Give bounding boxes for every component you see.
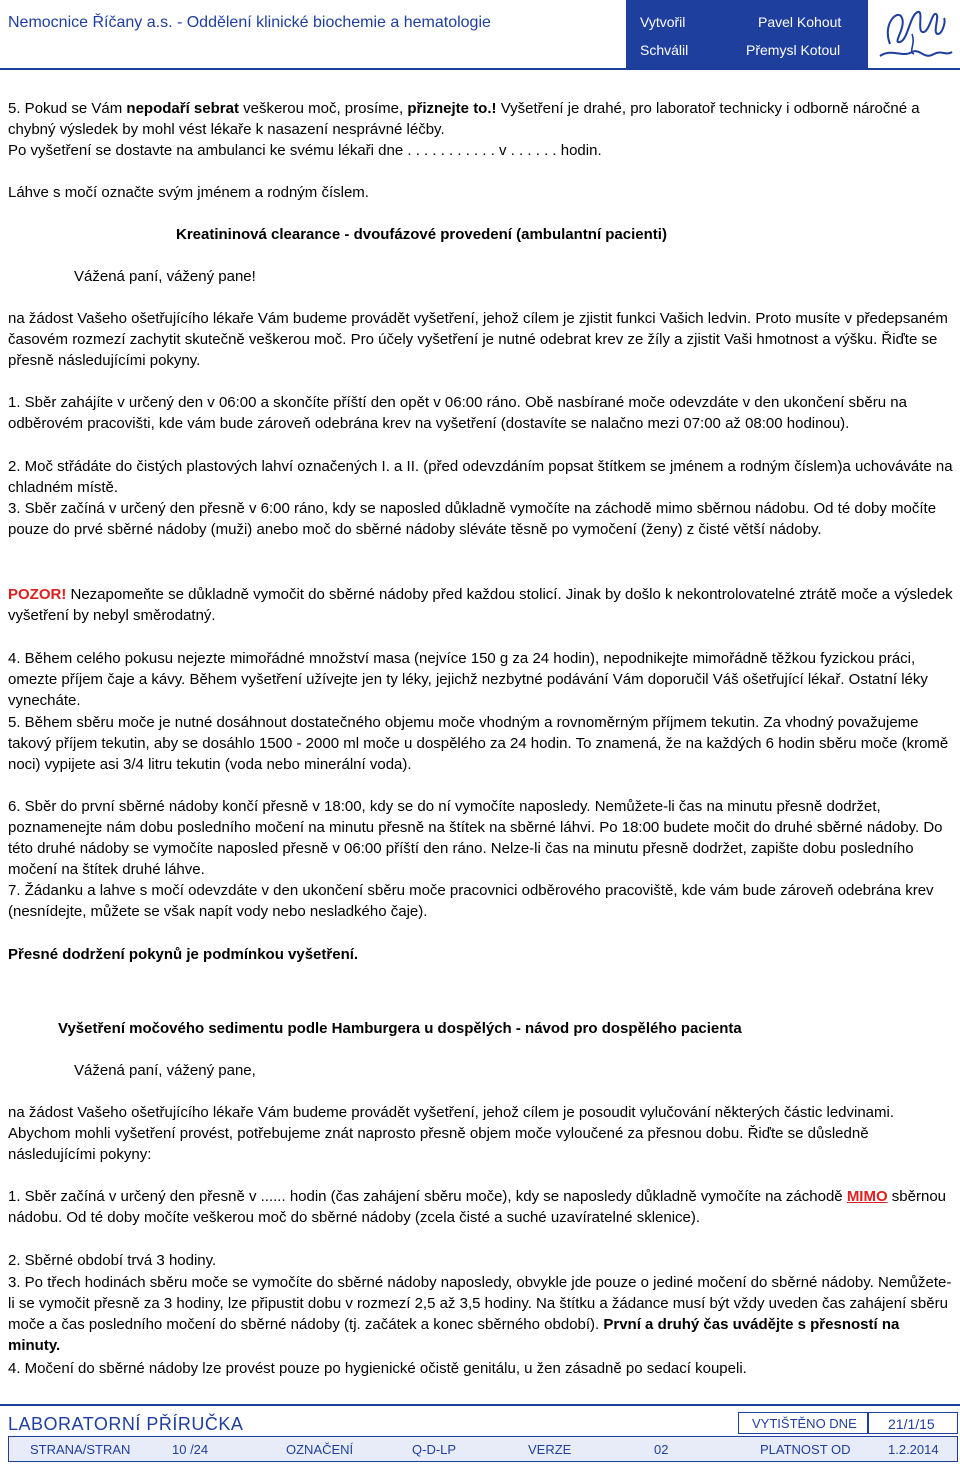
warning-text: Nezapomeňte se důkladně vymočit do sběrné nádoby před každou stolicí. Jinak by došlo k nekontrolovatelné ztrátě moče a výsledek vyšetření by nebyl směrodatný. <box>8 586 953 624</box>
s2-item3-bold: První a druhý čas uvádějte s přesností na minuty. <box>8 1316 900 1354</box>
footer-title: LABORATORNÍ PŘÍRUČKA <box>8 1414 244 1434</box>
section2-instruction-4: 4. Močení do sběrné nádoby lze provést pouze po hygienické očistě genitálu, u žen zásadně po sedací koupeli. <box>8 1360 747 1377</box>
instruction-2: 2. Moč střádáte do čistých plastových lahví označených I. a II. (před odevzdáním popsat štítkem se jménem a rodným číslem)a uchováváte na chladném místě. <box>8 458 953 496</box>
p5-bold-d: přiznejte to <box>407 100 488 117</box>
header-approval-cells <box>626 0 868 68</box>
signature-image <box>872 4 956 66</box>
valid-label: PLATNOST OD <box>760 1442 851 1457</box>
s2-item1-text-a: 1. Sběr začíná v určený den přesně v ...... hodin (čas zahájení sběru moče), kdy se naposledy důkladně vymočíte na záchodě <box>8 1188 847 1205</box>
section1-closing: Přesné dodržení pokynů je podmínkou vyšetření. <box>8 946 359 963</box>
created-by: Pavel Kohout <box>758 14 842 30</box>
p5-text-f: Vyšetření je drahé, pro laboratoř technicky i odborně náročné a chybný výsledek by mohl vést lékaře k nasazení nesprávné léčby. <box>8 100 920 138</box>
bottle-label-line: Láhve s močí označte svým jménem a rodným číslem. <box>8 184 369 201</box>
header-title: Nemocnice Říčany a.s. - Oddělení klinické biochemie a hematologie <box>8 14 491 31</box>
section2-instruction-2: 2. Sběrné období trvá 3 hodiny. <box>8 1252 217 1269</box>
warning-paragraph <box>8 584 954 626</box>
page-value: 10 /24 <box>172 1442 209 1457</box>
printed-label: VYTIŠTĚNO DNE <box>752 1416 857 1431</box>
appointment-line: Po vyšetření se dostavte na ambulanci ke svému lékaři dne . . . . . . . . . . . v . . . . . . hodin. <box>8 142 602 159</box>
paragraph-5 <box>8 98 954 140</box>
created-label: Vytvořil <box>640 14 686 30</box>
document-footer <box>0 1406 960 1468</box>
s2-item3-text-a: 3. Po třech hodinách sběru moče se vymočíte do sběrné nádoby naposledy, obvykle jde pouze o jediné močení do sběrné nádoby. Nemůžete-li se vymočit přesně za 3 hodiny, lze připustit dobu v rozmezí 2,5 až 3,5 hodiny. Na štítku a žádance musí být vždy uveden čas zahájení sběru moče a čas posledního močení do sběrné nádoby (tj. začátek a konec sběrného období). <box>8 1274 952 1333</box>
document-header <box>0 0 960 68</box>
instruction-1: 1. Sběr zahájíte v určený den v 06:00 a skončíte příští den opět v 06:00 ráno. Obě nasbírané moče odevzdáte v den ukončení sběru na odběrovém pracovišti, kde vám bude zároveň odebrána krev na vyšetření (dostavíte se nalačno mezi 07:00 až 08:00 hodinou). <box>8 394 907 432</box>
header-divider <box>0 68 960 70</box>
instruction-7: 7. Žádanku a lahve s močí odevzdáte v den ukončení sběru moče pracovnici odběrového pracoviště, kde vám bude zároveň odebrána krev (nesnídejte, můžete se však napít vody nebo nesladkého čaje). <box>8 882 934 920</box>
mark-value: Q-D-LP <box>412 1442 457 1457</box>
instruction-5: 5. Během sběru moče je nutné dosáhnout dostatečného objemu moče vhodným a rovnoměrným příjmem tekutin. Za vhodný považujeme takový příjem tekutin, aby se dosáhlo 1500 - 2000 ml moče u dospělého za 24 hodin. To znamená, že na každých 6 hodin sběru moče (kromě noci) vypijete asi 3/4 litru tekutin (voda nebo minerální voda). <box>8 714 949 773</box>
printed-value: 21/1/15 <box>888 1416 935 1432</box>
section1-greeting: Vážená paní, vážený pane! <box>74 268 256 285</box>
warning-label: POZOR! <box>8 586 67 603</box>
instruction-4: 4. Během celého pokusu nejezte mimořádné množství masa (nejvíce 150 g za 24 hodin), nepodnikejte mimořádně těžkou fyzickou práci, omezte příjem čaje a kávy. Během vyšetření užívejte jen ty léky, jejichž nezbytné podávání Vám doporučil Váš ošetřující lékař. Ostatní léky vynecháte. <box>8 650 928 709</box>
valid-value: 1.2.2014 <box>888 1442 939 1457</box>
instruction-3: 3. Sběr začíná v určený den přesně v 6:00 ráno, kdy se naposled důkladně vymočíte na záchodě mimo sběrnou nádobu. Od té doby močíte pouze do prvé sběrné nádoby (muži) anebo moč do sběrné nádoby sléváte těsně po vymočení (ženy) z čisté větší nádoby. <box>8 500 937 538</box>
section2-instruction-3 <box>8 1272 954 1356</box>
p5-number: 5. <box>8 100 21 117</box>
section1-intro: na žádost Vašeho ošetřujícího lékaře Vám budeme provádět vyšetření, jehož cílem je zjistit funkci Vašich ledvin. Proto musíte v předepsaném časovém rozmezí zachytit skutečně veškerou moč. Pro účely vyšetření je nutné odebrat krev ze žíly a zjistit Vaši hmotnost a výšku. Řiďte se přesně následujícími pokyny. <box>8 310 948 369</box>
page-label: STRANA/STRAN <box>30 1442 131 1457</box>
section2-intro: na žádost Vašeho ošetřujícího lékaře Vám budeme provádět vyšetření, jehož cílem je posoudit vylučování některých částic ledvinami. Abychom mohli vyšetření provést, potřebujeme znát naprosto přesně objem moče vyloučené za přesnou dobu. Řiďte se důsledně následujícími pokyny: <box>8 1104 895 1163</box>
p5-text-c: veškerou moč, prosíme, <box>238 100 408 117</box>
p5-bold-a: nepodaří sebrat <box>126 100 239 117</box>
approved-label: Schválil <box>640 42 689 58</box>
section2-greeting: Vážená paní, vážený pane, <box>74 1062 256 1079</box>
p5-bold-e: .! <box>487 100 497 117</box>
section1-heading: Kreatininová clearance - dvoufázové provedení (ambulantní pacienti) <box>176 226 667 243</box>
instruction-6: 6. Sběr do první sběrné nádoby končí přesně v 18:00, kdy se do ní vymočíte naposledy. Nemůžete-li čas na minutu přesně dodržet, poznamenejte nám dobu posledního močení na minutu přesně na štítek na sběrné láhvi. Po 18:00 budete močit do druhé sběrné nádoby. Do této druhé nádoby se vymočíte naposled přesně v 06:00 příští den ráno. Nelze-li čas na minutu přesně dodržet, zapište dobu posledního močení na štítek druhé láhve. <box>8 798 943 878</box>
p5-text-a: Pokud se Vám <box>20 100 127 117</box>
version-label: VERZE <box>528 1442 572 1457</box>
section2-heading: Vyšetření močového sedimentu podle Hamburgera u dospělých - návod pro dospělého pacienta <box>58 1020 742 1037</box>
version-value: 02 <box>654 1442 669 1457</box>
mark-label: OZNAČENÍ <box>286 1442 354 1457</box>
s2-item1-text-b: sběrnou nádobu. Od té doby močíte veškerou moč do sběrné nádoby (zcela čisté a suché uzavíratelné sklenice). <box>8 1188 947 1226</box>
s2-item1-mimo: MIMO <box>846 1188 888 1205</box>
section2-instruction-1 <box>8 1186 954 1228</box>
approved-by: Přemysl Kotoul <box>746 42 841 58</box>
